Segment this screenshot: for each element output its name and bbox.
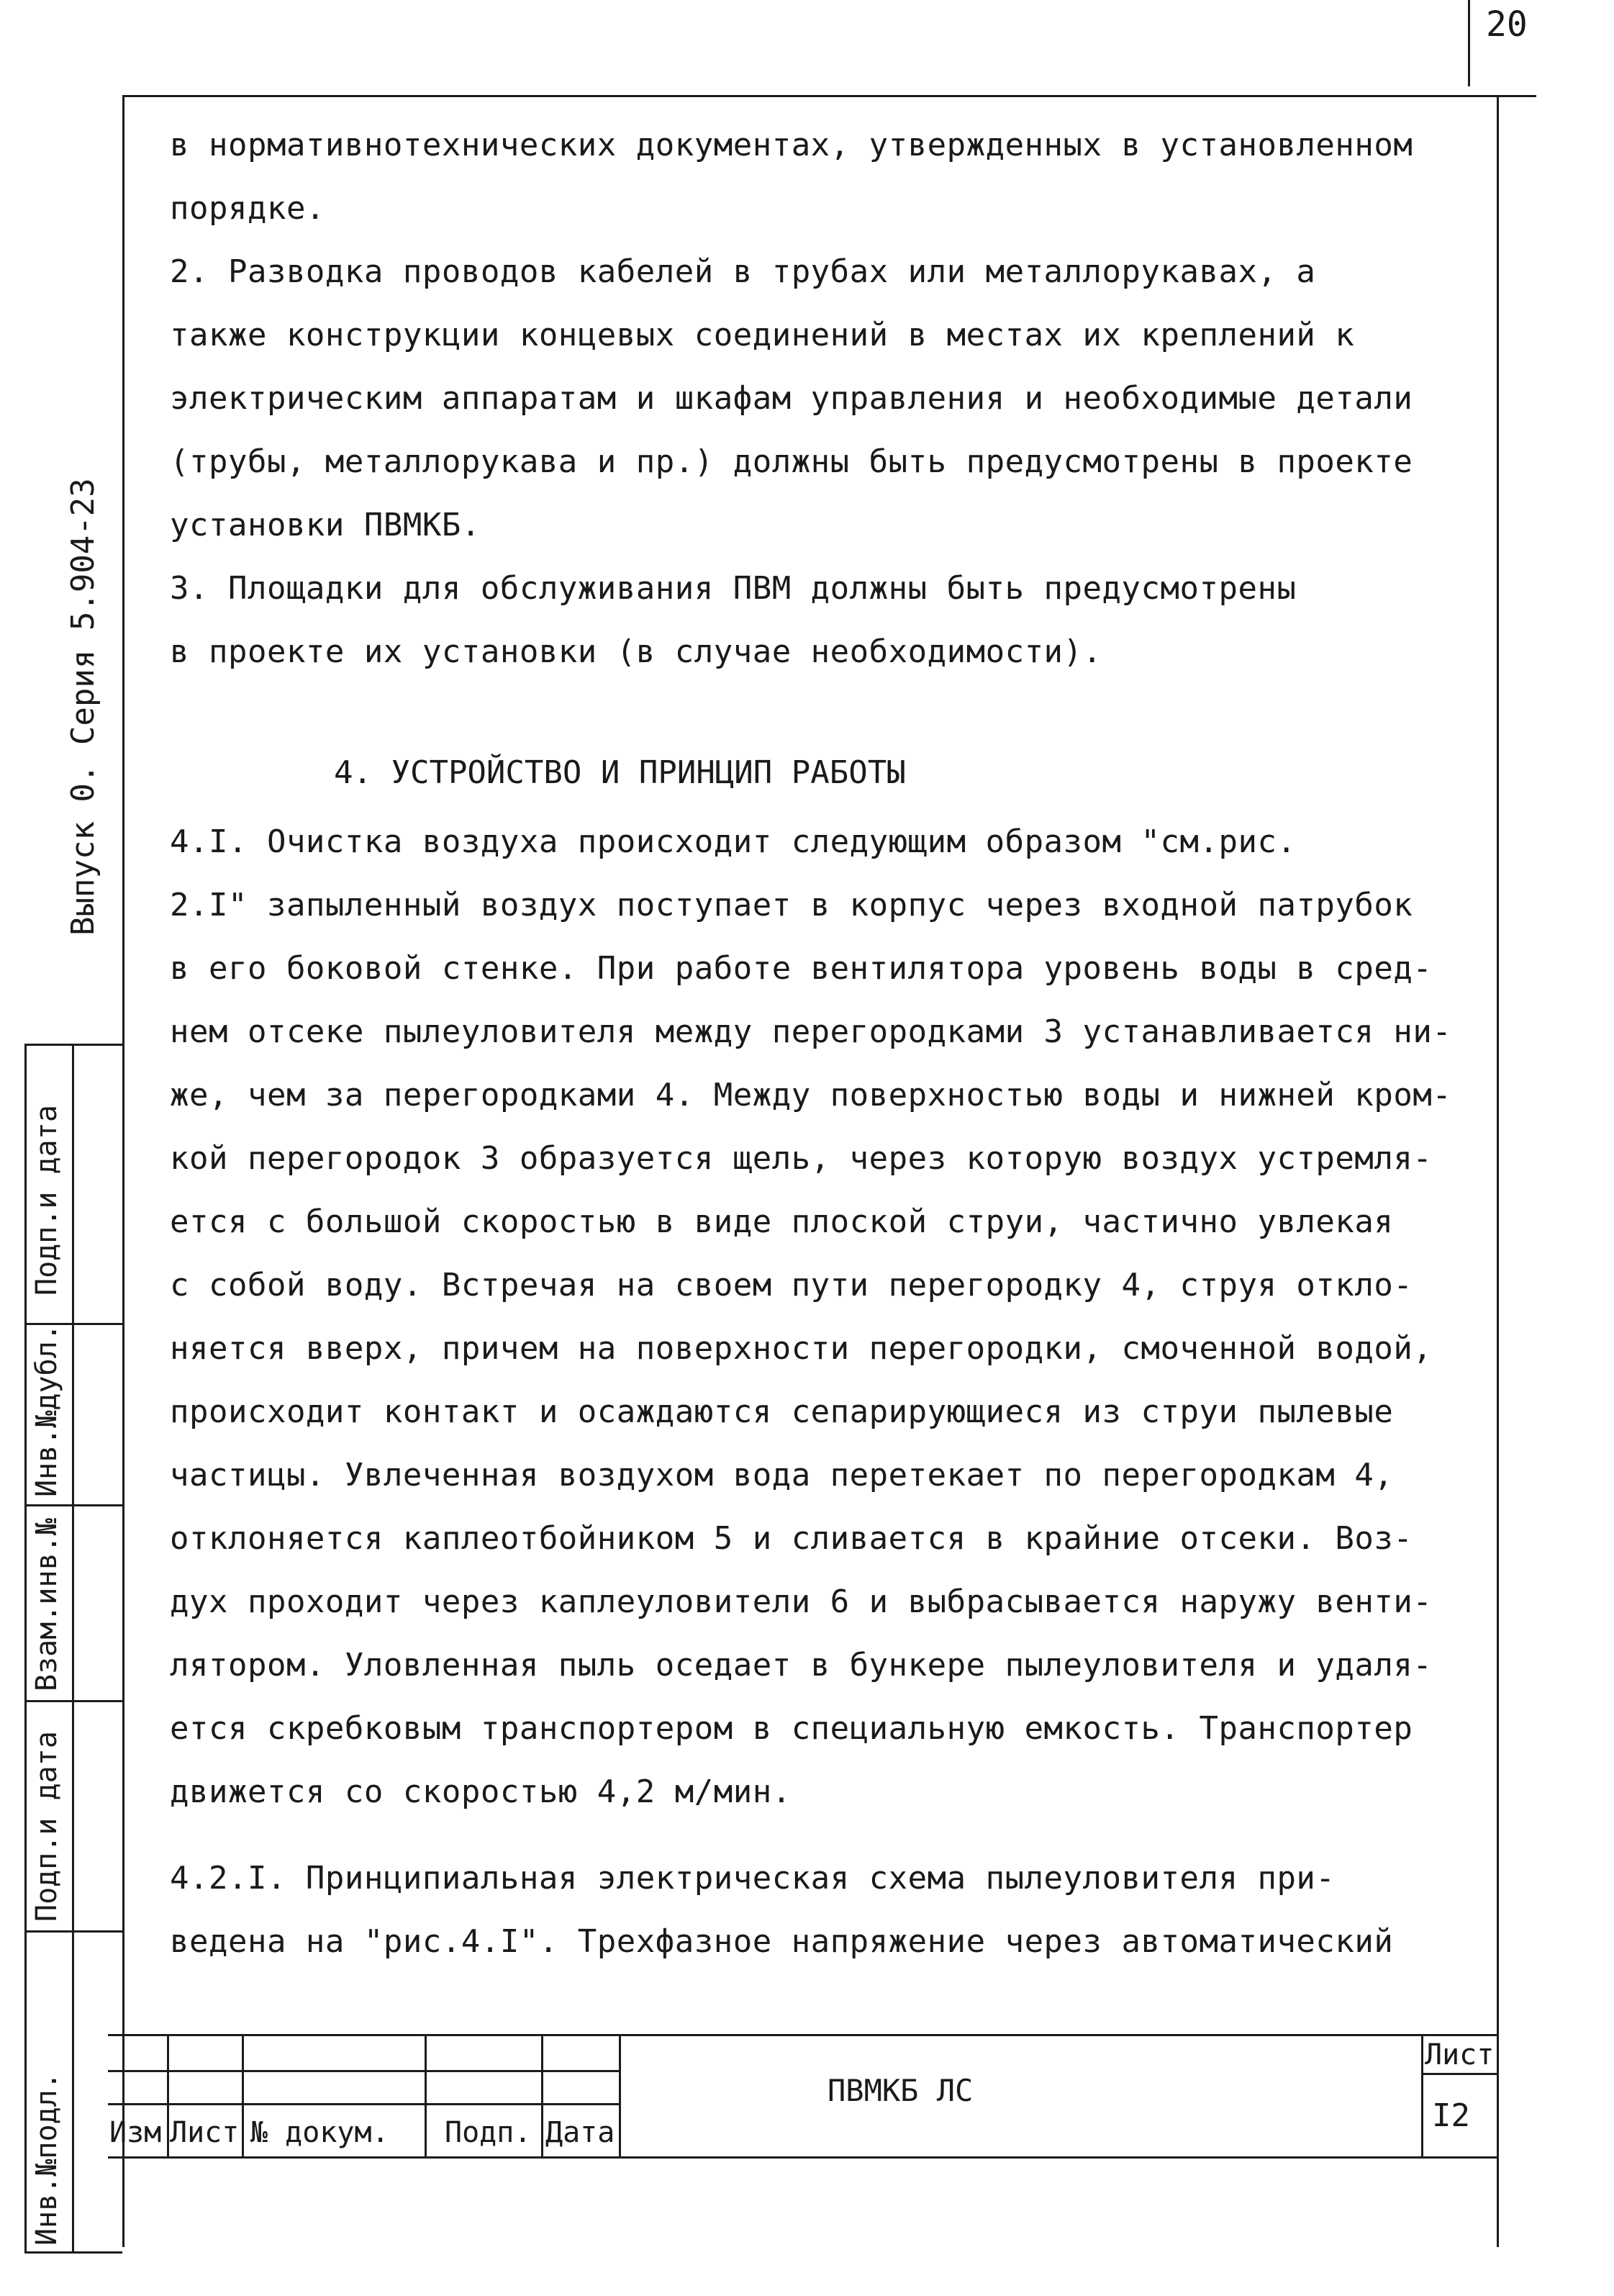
- text-line: также конструкции концевых соединений в местах их креплений к: [170, 317, 1355, 353]
- text-line: 2. Разводка проводов кабелей в трубах или металлорукавах, а: [170, 253, 1316, 290]
- series-label: Выпуск 0. Серия 5.904-23: [65, 478, 101, 936]
- title-block-col: [425, 2034, 427, 2156]
- col-label-izm: Изм: [109, 2116, 162, 2149]
- sheet-box-divider: [1421, 2073, 1499, 2075]
- title-block-col: [619, 2034, 621, 2156]
- stamp-bottom: [24, 2251, 122, 2254]
- text-line: в его боковой стенке. При работе вентилятора уровень воды в сред-: [170, 950, 1433, 987]
- sheet-number: I2: [1432, 2097, 1470, 2134]
- text-line: нем отсеке пылеуловителя между перегородками 3 устанавливается ни-: [170, 1013, 1452, 1050]
- page-number: 20: [1486, 4, 1528, 45]
- text-line: 2.I" запыленный воздух поступает в корпус через входной патрубок: [170, 887, 1413, 923]
- text-line: ведена на "рис.4.I". Трехфазное напряжение через автоматический: [170, 1923, 1394, 1960]
- doc-code: ПВМКБ ЛС: [828, 2073, 974, 2108]
- text-line: с собой воду. Встречая на своем пути перегородку 4, струя откло-: [170, 1267, 1413, 1303]
- text-line: электрическим аппаратам и шкафам управления и необходимые детали: [170, 380, 1413, 417]
- frame-left: [122, 95, 124, 2247]
- text-line: установки ПВМКБ.: [170, 507, 481, 543]
- title-block-bottom: [108, 2156, 1499, 2159]
- text-line: частицы. Увлеченная воздухом вода перетекает по перегородкам 4,: [170, 1457, 1394, 1493]
- title-block-col: [1421, 2034, 1423, 2156]
- text-line: ется с большой скоростью в виде плоской струи, частично увлекая: [170, 1203, 1394, 1240]
- sheet-label: Лист: [1425, 2038, 1495, 2071]
- stamp-divider: [24, 1700, 122, 1702]
- text-line: няется вверх, причем на поверхности перегородки, смоченной водой,: [170, 1330, 1433, 1367]
- text-line: кой перегородок 3 образуется щель, через которую воздух устремля-: [170, 1140, 1433, 1177]
- text-line: происходит контакт и осаждаются сепарирующиеся из струи пылевые: [170, 1393, 1394, 1430]
- text-line: 4.2.I. Принципиальная электрическая схема пылеуловителя при-: [170, 1860, 1336, 1897]
- text-line: движется со скоростью 4,2 м/мин.: [170, 1773, 792, 1810]
- col-label-sign: Подп.: [445, 2116, 532, 2149]
- text-line: 3. Площадки для обслуживания ПВМ должны быть предусмотрены: [170, 570, 1297, 607]
- frame-top: [122, 95, 1536, 97]
- title-block-top: [108, 2034, 1499, 2036]
- title-block-col: [242, 2034, 244, 2156]
- col-label-doc: № докум.: [250, 2116, 389, 2149]
- title-block-col: [167, 2034, 169, 2156]
- text-line: дух проходит через каплеуловители 6 и выбрасывается наружу венти-: [170, 1583, 1433, 1620]
- stamp-label: Инв.№дубл.: [30, 1324, 63, 1497]
- stamp-label: Инв.№подл.: [30, 2072, 63, 2246]
- text-line: (трубы, металлорукава и пр.) должны быть предусмотрены в проекте: [170, 443, 1413, 480]
- stamp-top: [24, 1044, 122, 1046]
- title-block-col: [541, 2034, 543, 2156]
- text-line: 4.I. Очистка воздуха происходит следующим образом "см.рис.: [170, 823, 1297, 860]
- stamp-divider: [24, 1504, 122, 1506]
- col-label-date: Дата: [545, 2116, 615, 2149]
- col-label-list: Лист: [170, 2116, 240, 2149]
- stamp-label: Подп.и дата: [30, 1731, 63, 1922]
- stamp-divider: [24, 1930, 122, 1933]
- text-line: лятором. Уловленная пыль оседает в бункере пылеуловителя и удаля-: [170, 1647, 1433, 1683]
- text-line: же, чем за перегородками 4. Между поверхностью воды и нижней кром-: [170, 1077, 1452, 1113]
- text-line: ется скребковым транспортером в специальную емкость. Транспортер: [170, 1710, 1413, 1747]
- text-line: отклоняется каплеотбойником 5 и сливается в крайние отсеки. Воз-: [170, 1520, 1413, 1557]
- text-line: в проекте их установки (в случае необходимости).: [170, 633, 1102, 670]
- stamp-label: Подп.и дата: [30, 1105, 63, 1296]
- stamp-column-mid: [72, 1044, 74, 2253]
- stamp-label: Взам.инв.№: [30, 1518, 63, 1691]
- frame-right: [1497, 95, 1499, 2247]
- stamp-column-left: [24, 1044, 27, 2253]
- text-line: в нормативнотехнических документах, утвержденных в установленном: [170, 127, 1413, 163]
- page-number-divider: [1468, 0, 1470, 86]
- section-heading: 4. УСТРОЙСТВО И ПРИНЦИП РАБОТЫ: [334, 754, 906, 791]
- text-line: порядке.: [170, 190, 325, 227]
